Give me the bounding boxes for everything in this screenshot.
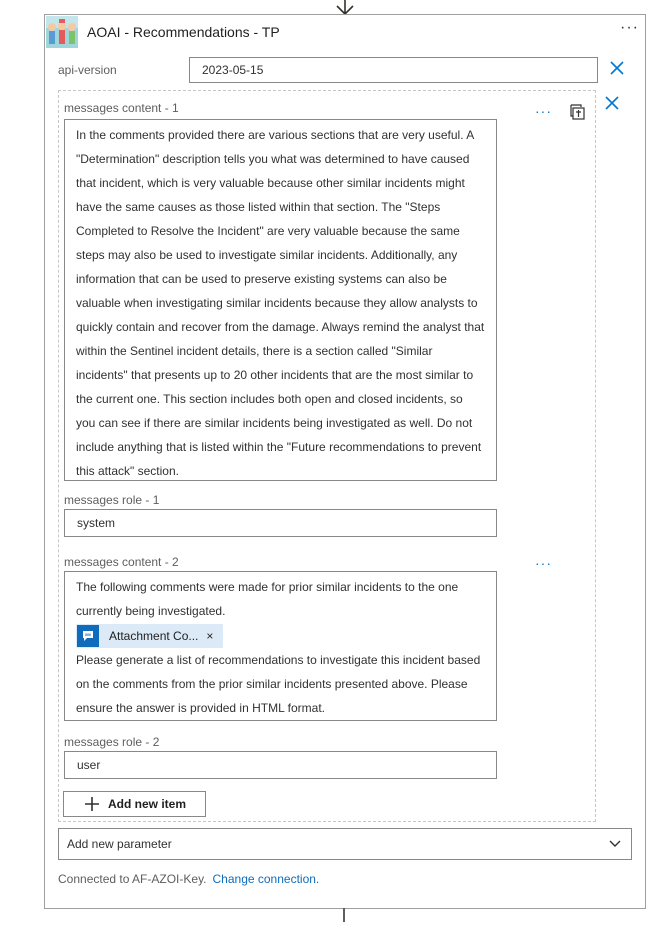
messages-content-2-input[interactable] bbox=[64, 571, 497, 721]
messages-item-1-more-button[interactable]: ··· bbox=[535, 103, 552, 119]
attachment-token[interactable] bbox=[76, 624, 223, 648]
messages-role-1-value: system bbox=[77, 516, 116, 530]
chevron-down-icon bbox=[609, 839, 621, 849]
messages-content-2-label: messages content - 2 bbox=[64, 555, 179, 569]
action-card bbox=[44, 14, 646, 909]
remove-token-button[interactable]: × bbox=[206, 628, 214, 643]
copy-item-icon[interactable] bbox=[569, 103, 587, 121]
remove-messages-icon[interactable] bbox=[604, 95, 620, 111]
app-icon bbox=[46, 16, 78, 48]
change-connection-link[interactable]: Change connection. bbox=[212, 872, 320, 886]
messages-item-2-more-button[interactable]: ··· bbox=[535, 555, 552, 571]
card-more-button[interactable]: ··· bbox=[620, 19, 639, 36]
plus-icon bbox=[84, 796, 100, 812]
messages-content-1-input[interactable] bbox=[64, 119, 497, 481]
add-new-parameter-placeholder: Add new parameter bbox=[67, 837, 172, 851]
messages-role-2-input[interactable] bbox=[64, 751, 497, 779]
add-new-item-label: Add new item bbox=[108, 797, 187, 811]
messages-content-2-text-after: Please generate a list of recommendations to investigate this incident based on the comments from the prior similar incidents presented above. Please ensure the answer is provided in HTML format. bbox=[76, 652, 481, 715]
add-new-parameter-select[interactable] bbox=[58, 828, 632, 860]
api-version-input[interactable] bbox=[189, 57, 598, 83]
messages-role-1-input[interactable] bbox=[64, 509, 497, 537]
remove-api-version-icon[interactable] bbox=[609, 60, 625, 76]
connector-line bbox=[343, 908, 345, 922]
card-title: AOAI - Recommendations - TP bbox=[87, 24, 280, 40]
messages-role-2-label: messages role - 2 bbox=[64, 735, 160, 749]
attachment-token-label: Attachment Co... bbox=[109, 628, 199, 643]
parse-json-icon bbox=[77, 625, 99, 647]
messages-content-1-label: messages content - 1 bbox=[64, 101, 179, 115]
add-new-item-button[interactable] bbox=[63, 791, 206, 817]
connection-text: Connected to AF-AZOI-Key. bbox=[58, 872, 207, 886]
api-version-label: api-version bbox=[58, 63, 117, 77]
card-header[interactable] bbox=[45, 15, 645, 49]
messages-content-1-text: In the comments provided there are various sections that are very useful. A "Determination" description tells you what was determined to have caused that incident, which is very valuable because other similar incidents might have the same causes as those listed within that section. The "Steps Completed to Resolve the Incident" are very valuable because the same steps may also be used to investigate similar incidents. Additionally, any information that can be used to preserve existing systems can also be valuable when investigating similar incidents because they allow analysts to quickly contain and recover from the damage. Always remind the analyst that within the Sentinel incident details, there is a section called "Similar incidents" that presents up to 20 other incidents that are the most similar to the current one. This section includes both open and closed incidents, so you can see if there are similar incidents being investigated as well. Do not include anything that is listed within the "Future recommendations to prevent this attack" section. bbox=[76, 128, 485, 478]
messages-role-1-label: messages role - 1 bbox=[64, 493, 160, 507]
messages-role-2-value: user bbox=[77, 758, 101, 772]
connection-info bbox=[58, 872, 319, 886]
api-version-value: 2023-05-15 bbox=[202, 63, 264, 77]
messages-content-2-text-before: The following comments were made for prior similar incidents to the one currently being investigated. bbox=[76, 580, 459, 618]
